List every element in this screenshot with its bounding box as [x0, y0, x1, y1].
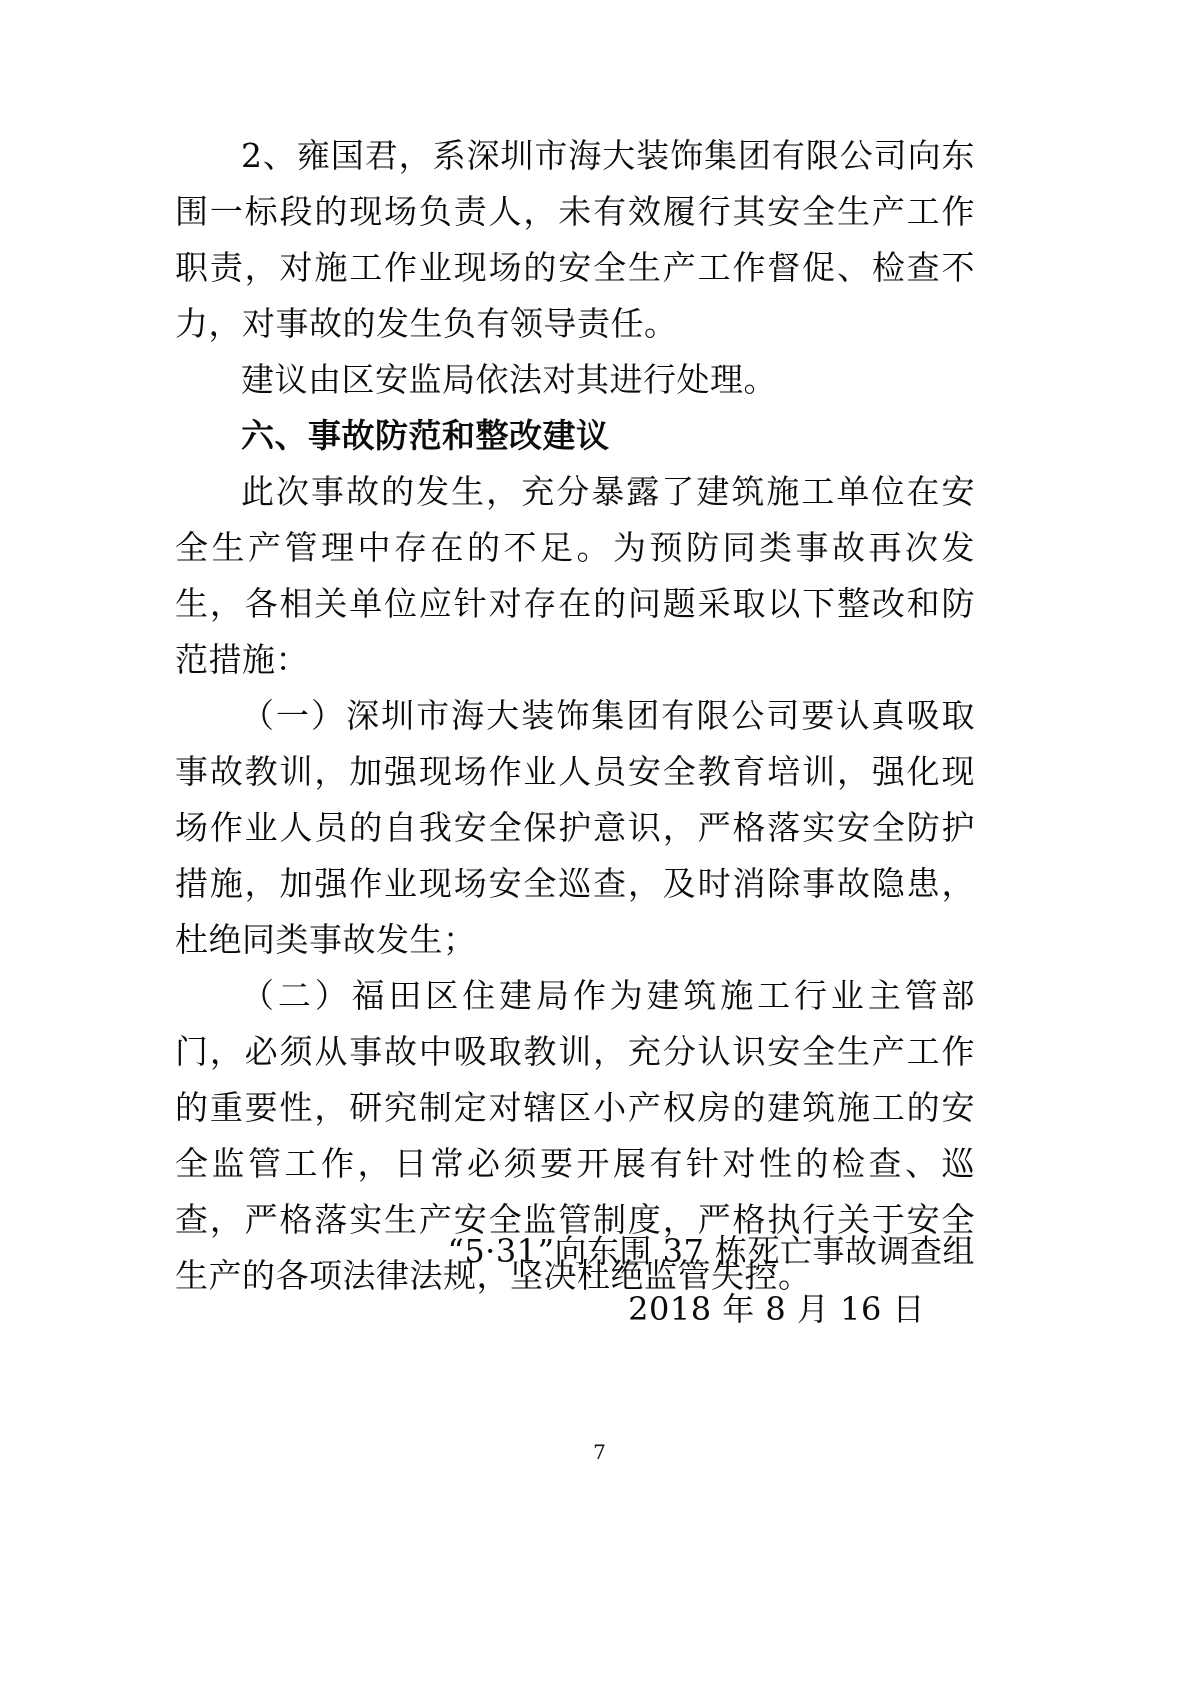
paragraph-suggest-handling: 建议由区安监局依法对其进行处理。	[241, 360, 777, 399]
page-number: 7	[593, 1440, 606, 1464]
paragraph-yong-guojun: 2、雍国君，系深圳市海大装饰集团有限公司向东围一标段的现场负责人，未有效履行其安全生产工作职责，对施工作业现场的安全生产工作督促、检查不力，对事故的发生负有领导责任。	[175, 136, 975, 343]
section-heading-six: 六、事故防范和整改建议	[241, 416, 610, 455]
document-content	[175, 128, 975, 1304]
signature-date: 2018 年 8 月 16 日	[628, 1290, 925, 1328]
paragraph-exposure: 此次事故的发生，充分暴露了建筑施工单位在安全生产管理中存在的不足。为预防同类事故再次发生，各相关单位应针对存在的问题采取以下整改和防范措施：	[175, 472, 975, 679]
signature-organization: “5·31”向东围 37 栋死亡事故调查组	[447, 1232, 975, 1270]
signature-block	[175, 1222, 975, 1338]
paragraph-item-one: （一）深圳市海大装饰集团有限公司要认真吸取事故教训，加强现场作业人员安全教育培训，强化现场作业人员的自我安全保护意识，严格落实安全防护措施，加强作业现场安全巡查，及时消除事故隐患，杜绝同类事故发生；	[175, 696, 975, 959]
paragraph-item-two: （二）福田区住建局作为建筑施工行业主管部门，必须从事故中吸取教训，充分认识安全生产工作的重要性，研究制定对辖区小产权房的建筑施工的安全监管工作，日常必须要开展有针对性的检查、巡查，严格落实生产安全监管制度，严格执行关于安全生产的各项法律法规，坚决杜绝监管失控。	[175, 976, 975, 1295]
